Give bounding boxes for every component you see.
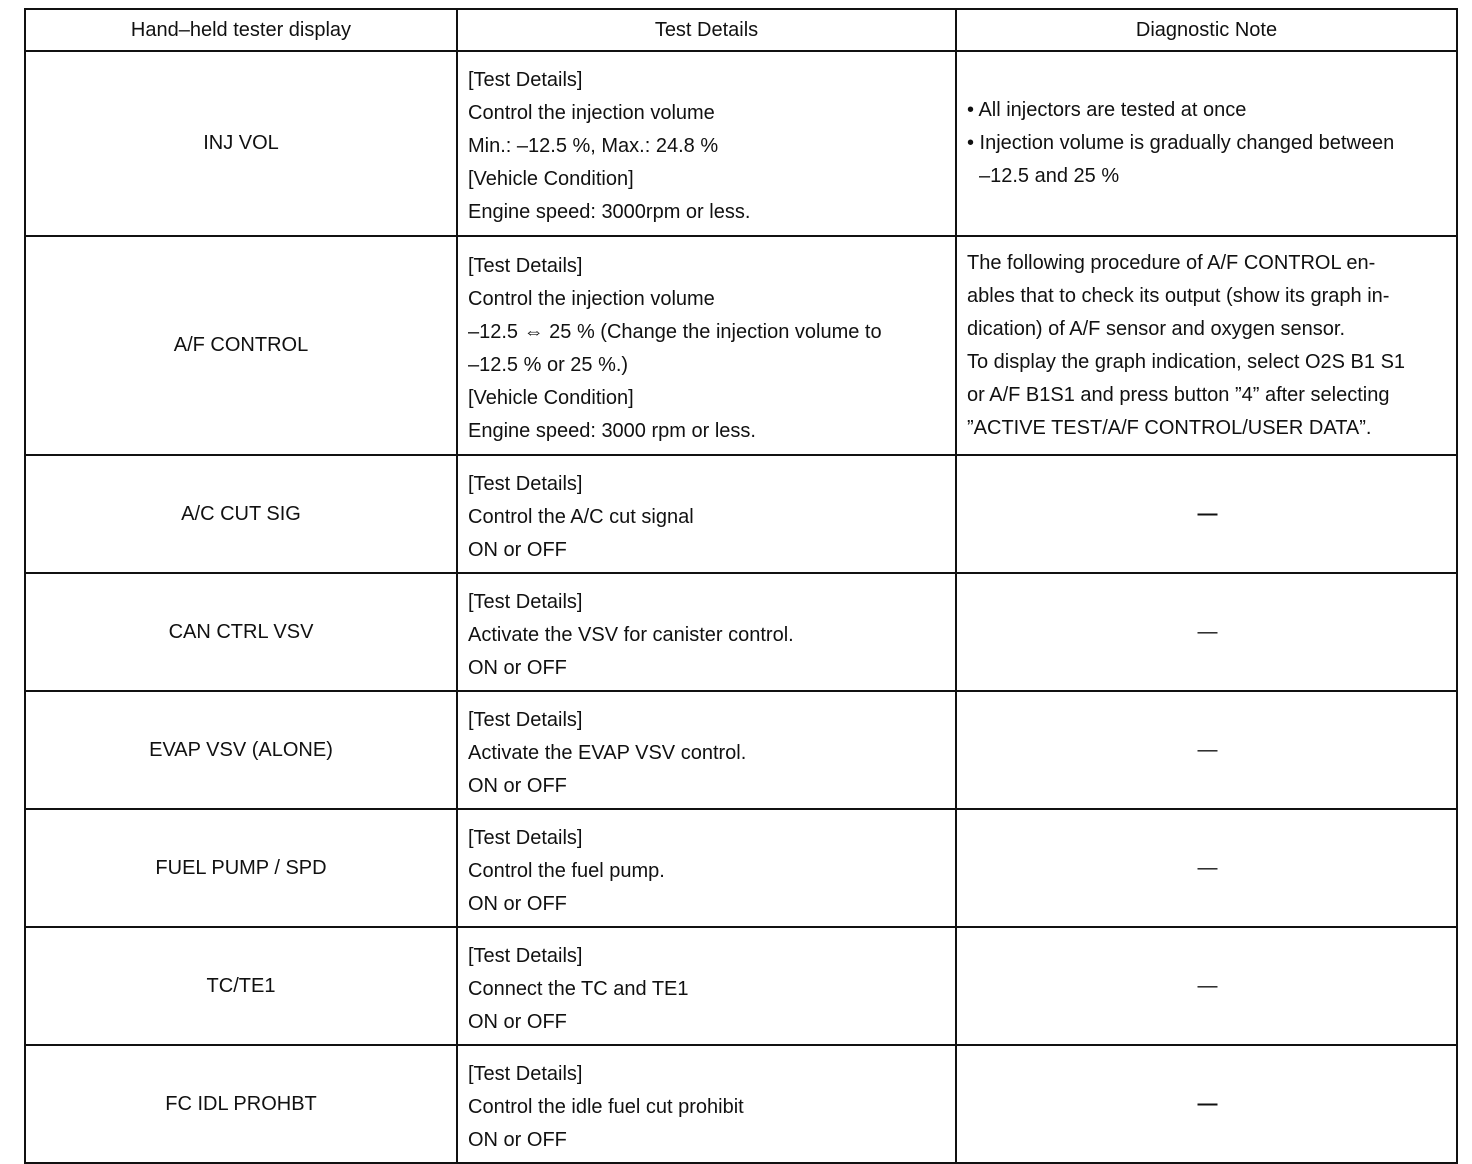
details-line: Activate the VSV for canister control. xyxy=(468,623,794,646)
note-continuation: –12.5 and 25 % xyxy=(979,165,1120,187)
details-line: Control the injection volume xyxy=(468,287,715,310)
details-line: –12.5 ⇔ 25 % (Change the injection volume to xyxy=(468,320,882,343)
display-cell: A/F CONTROL xyxy=(25,236,457,455)
details-line: Engine speed: 3000 rpm or less. xyxy=(468,419,756,442)
note-bullet: • All injectors are tested at once xyxy=(967,99,1247,121)
header-display: Hand–held tester display xyxy=(25,9,457,51)
details-line: Activate the EVAP VSV control. xyxy=(468,741,747,764)
header-note: Diagnostic Note xyxy=(956,9,1457,51)
details-line: [Test Details] xyxy=(468,1062,583,1085)
note-line: The following procedure of A/F CONTROL en- xyxy=(967,251,1376,274)
details-cell xyxy=(457,1045,956,1163)
details-line: [Test Details] xyxy=(468,254,583,277)
table-row xyxy=(25,809,1457,927)
details-line: [Test Details] xyxy=(468,590,583,613)
note-cell xyxy=(956,691,1457,809)
details-cell xyxy=(457,809,956,927)
details-line: [Test Details] xyxy=(468,944,583,967)
note-line: ”ACTIVE TEST/A/F CONTROL/USER DATA”. xyxy=(967,416,1372,439)
note-bullet: • Injection volume is gradually changed between xyxy=(967,132,1395,154)
note-line: or A/F B1S1 and press button ”4” after selecting xyxy=(967,383,1390,406)
details-cell xyxy=(457,236,956,455)
table-row xyxy=(25,1045,1457,1163)
display-cell: FUEL PUMP / SPD xyxy=(25,809,457,927)
table-row xyxy=(25,927,1457,1045)
details-line: –12.5 % or 25 %.) xyxy=(468,353,629,376)
note-line: ables that to check its output (show its graph in- xyxy=(967,284,1390,307)
display-cell: FC IDL PROHBT xyxy=(25,1045,457,1163)
active-test-table xyxy=(24,8,1458,1164)
details-line: Control the idle fuel cut prohibit xyxy=(468,1095,744,1118)
note-line: dication) of A/F sensor and oxygen sensor. xyxy=(967,317,1345,340)
note-dash: — xyxy=(1197,974,1218,997)
display-cell: INJ VOL xyxy=(25,51,457,236)
details-line: ON or OFF xyxy=(468,892,567,915)
note-dash: — xyxy=(1197,738,1218,761)
details-line: ON or OFF xyxy=(468,1010,567,1033)
note-dash: — xyxy=(1197,620,1218,643)
note-cell xyxy=(956,236,1457,455)
note-dash: — xyxy=(1197,1092,1218,1115)
note-dash: — xyxy=(1197,856,1218,879)
details-cell xyxy=(457,455,956,573)
table-row xyxy=(25,236,1457,455)
note-cell xyxy=(956,809,1457,927)
details-line: Min.: –12.5 %, Max.: 24.8 % xyxy=(468,135,719,157)
table-row xyxy=(25,455,1457,573)
note-dash: — xyxy=(1197,502,1218,525)
display-cell: CAN CTRL VSV xyxy=(25,573,457,691)
details-cell xyxy=(457,927,956,1045)
details-line: [Test Details] xyxy=(468,826,583,849)
details-line: Control the A/C cut signal xyxy=(468,505,694,528)
details-cell xyxy=(457,51,956,236)
display-cell: EVAP VSV (ALONE) xyxy=(25,691,457,809)
details-line: [Vehicle Condition] xyxy=(468,168,634,190)
details-line: [Test Details] xyxy=(468,472,583,495)
table-row xyxy=(25,573,1457,691)
table-row xyxy=(25,691,1457,809)
note-line: To display the graph indication, select O2S B1 S1 xyxy=(967,350,1406,373)
details-cell xyxy=(457,691,956,809)
details-line: Engine speed: 3000rpm or less. xyxy=(468,201,751,223)
details-line: ON or OFF xyxy=(468,656,567,679)
details-line: ON or OFF xyxy=(468,1128,567,1151)
details-cell xyxy=(457,573,956,691)
display-cell: A/C CUT SIG xyxy=(25,455,457,573)
note-cell xyxy=(956,455,1457,573)
note-cell xyxy=(956,1045,1457,1163)
header-details: Test Details xyxy=(457,9,956,51)
note-cell xyxy=(956,927,1457,1045)
details-line: Control the injection volume xyxy=(468,102,715,124)
details-line: Connect the TC and TE1 xyxy=(468,977,689,1000)
details-line: [Vehicle Condition] xyxy=(468,386,634,409)
details-line: [Test Details] xyxy=(468,708,583,731)
details-line: ON or OFF xyxy=(468,774,567,797)
table-row xyxy=(25,51,1457,236)
header-row xyxy=(25,9,1457,51)
note-cell xyxy=(956,573,1457,691)
details-line: [Test Details] xyxy=(468,69,583,91)
note-cell xyxy=(956,51,1457,236)
display-cell: TC/TE1 xyxy=(25,927,457,1045)
details-line: Control the fuel pump. xyxy=(468,859,665,882)
details-line: ON or OFF xyxy=(468,538,567,561)
